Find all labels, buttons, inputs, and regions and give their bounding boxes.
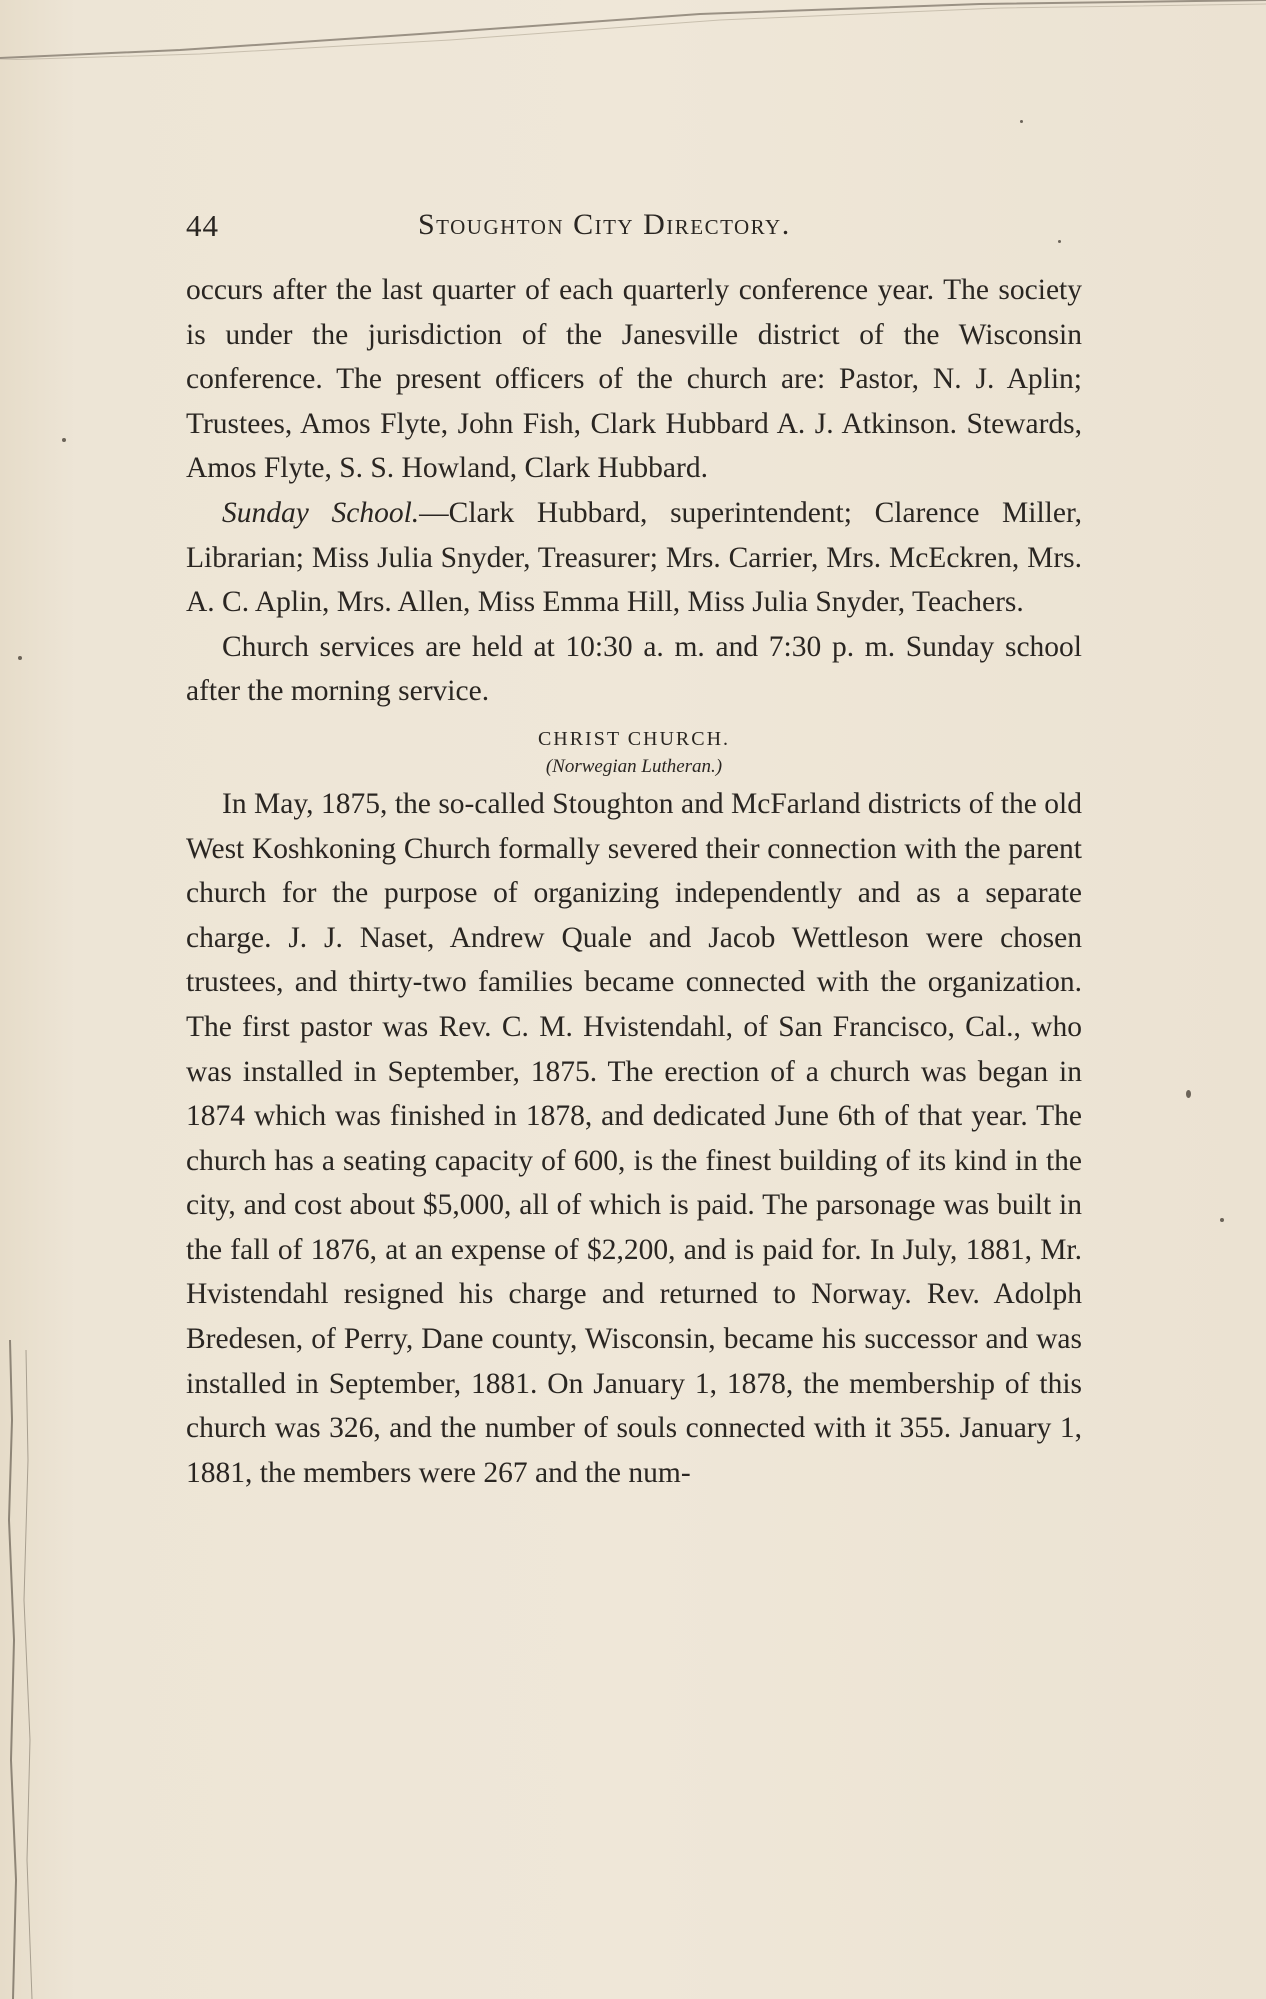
page-number: 44 [186,208,219,243]
section-heading: CHRIST CHURCH. [537,727,731,750]
torn-top-edge [0,0,1266,60]
binding-edge-marks [0,1340,60,1999]
paper-speck [62,438,66,442]
page-header [186,208,1082,248]
paper-speck [1058,240,1061,243]
paper-speck [18,656,22,660]
running-title: Stoughton City Directory. [418,208,791,241]
paragraph-methodist-officers: occurs after the last quarter of each quarterly conference year. The society is under the jurisdiction of the Janesville district of the Wisconsin conference. The present officers of the church are: Pastor, N. J. Aplin; Trustees, Amos Flyte, John Fish, Clark Hubbard A. J. Atkinson. Stewards, Amos Flyte, S. S. Howland, Clark Hubbard. [186,274,1082,485]
paragraph-christ-church-history: In May, 1875, the so-called Stoughton and McFarland districts of the old West Koshkoning Church formally severed their connection with the parent church for the purpose of organizing independently and as a separate charge. J. J. Naset, Andrew Quale and Jacob Wettleson were chosen trustees, and thirty-two families became connected with the organization. The first pastor was Rev. C. M. Hvistendahl, of San Francisco, Cal., who was installed in September, 1875. The erection of a church was began in 1874 which was finished in 1878, and dedicated June 6th of that year. The church has a seating capacity of 600, is the finest building of its kind in the city, and cost about $5,000, all of which is paid. The parsonage was built in the fall of 1876, at an expense of $2,200, and is paid for. In July, 1881, Mr. Hvistendahl resigned his charge and returned to Norway. Rev. Adolph Bredesen, of Perry, Dane county, Wisconsin, became his successor and was installed in September, 1881. On January 1, 1878, the membership of this church was 326, and the number of souls connected with it 355. January 1, 1881, the members were 267 and the num- [186,787,1082,1489]
paragraph-sunday-school [186,491,1082,625]
sunday-school-label: Sunday School. [222,496,420,529]
paper-speck [1220,1218,1224,1222]
paragraph-church-services: Church services are held at 10:30 a. m. and 7:30 p. m. Sunday school after the morning service. [186,630,1082,708]
body-text [186,268,1082,1495]
sunday-school-text: —Clark Hubbard, superintendent; Clarence Miller, Librarian; Miss Julia Snyder, Treasurer; Mrs. Carrier, Mrs. McEckren, Mrs. A. C. Aplin, Mrs. Allen, Miss Emma Hill, Miss Julia Snyder, Teachers. [186,496,1082,619]
paper-speck [1020,120,1023,123]
paper-speck [1186,1090,1191,1098]
section-subheading: (Norwegian Lutheran.) [545,755,723,777]
